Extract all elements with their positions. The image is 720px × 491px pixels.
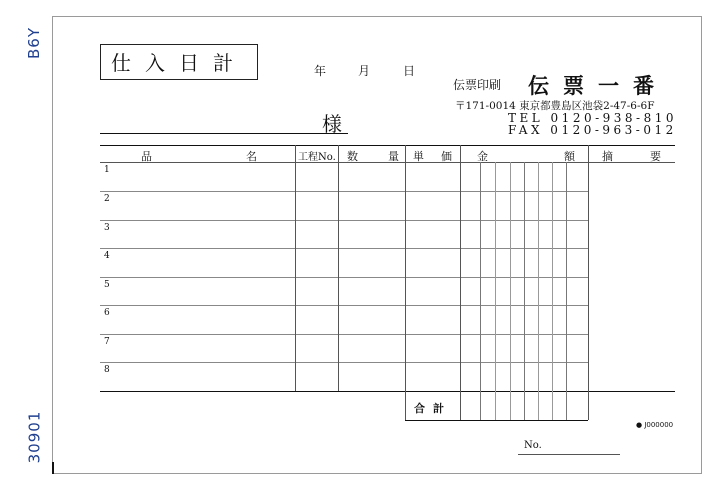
row-number: 7 [104, 337, 110, 347]
slip-number-label: No. [524, 440, 542, 451]
row-rule [100, 277, 588, 278]
header-amount-2: 額 [564, 150, 575, 163]
date-year-label: 年 [314, 64, 327, 78]
customer-name-line [100, 133, 348, 134]
row-number: 4 [104, 251, 110, 261]
row-number: 3 [104, 223, 110, 233]
total-bottom-rule [405, 420, 588, 421]
company-brand: 伝票一番 [528, 73, 668, 98]
company-fax: FAX 0120-963-012 [508, 123, 677, 137]
date-day-label: 日 [403, 64, 416, 78]
amount-digit-rule [495, 162, 496, 420]
row-number: 6 [104, 308, 110, 318]
header-remarks-2: 要 [650, 150, 661, 163]
amount-digit-rule [538, 162, 539, 420]
total-label: 合計 [414, 402, 452, 415]
amount-digit-rule [524, 162, 525, 420]
col-rule [405, 145, 406, 420]
amount-digit-rule [510, 162, 511, 420]
side-code-bottom: 30901 [25, 410, 44, 464]
row-rule [100, 191, 588, 192]
row-number: 5 [104, 280, 110, 290]
header-process-no: 工程No. [298, 152, 336, 163]
col-rule [588, 145, 589, 420]
row-rule [100, 334, 588, 335]
company-label: 伝票印刷 [453, 78, 502, 92]
company-address: 〒171-0014 東京都豊島区池袋2-47-6-6F [455, 100, 655, 112]
header-remarks-1: 摘 [602, 150, 613, 163]
row-number: 2 [104, 194, 110, 204]
header-item-2: 名 [246, 150, 257, 163]
header-price-1: 単 [413, 150, 424, 163]
row-rule [100, 305, 588, 306]
slip-number-line [518, 454, 620, 455]
amount-digit-rule [480, 162, 481, 420]
form-code: ● J000000 [636, 421, 674, 429]
header-qty-2: 量 [388, 150, 399, 163]
row-rule [100, 248, 588, 249]
customer-suffix: 様 [322, 112, 342, 136]
header-item-1: 品 [141, 150, 152, 163]
header-qty-1: 数 [347, 150, 358, 163]
col-rule [460, 145, 461, 420]
row-number: 8 [104, 365, 110, 375]
col-rule [295, 145, 296, 391]
row-number: 1 [104, 165, 110, 175]
amount-digit-rule [552, 162, 553, 420]
row-rule [100, 220, 588, 221]
corner-mark [52, 462, 54, 474]
form-title: 仕入日計 [100, 44, 258, 80]
header-price-2: 価 [441, 150, 452, 163]
col-rule [338, 145, 339, 391]
date-month-label: 月 [358, 64, 371, 78]
header-amount-1: 金 [477, 150, 488, 163]
company-tel: TEL 0120-938-810 [508, 111, 678, 125]
side-code-top: B6Y [25, 27, 43, 59]
row-rule [100, 362, 588, 363]
amount-digit-rule [566, 162, 567, 420]
